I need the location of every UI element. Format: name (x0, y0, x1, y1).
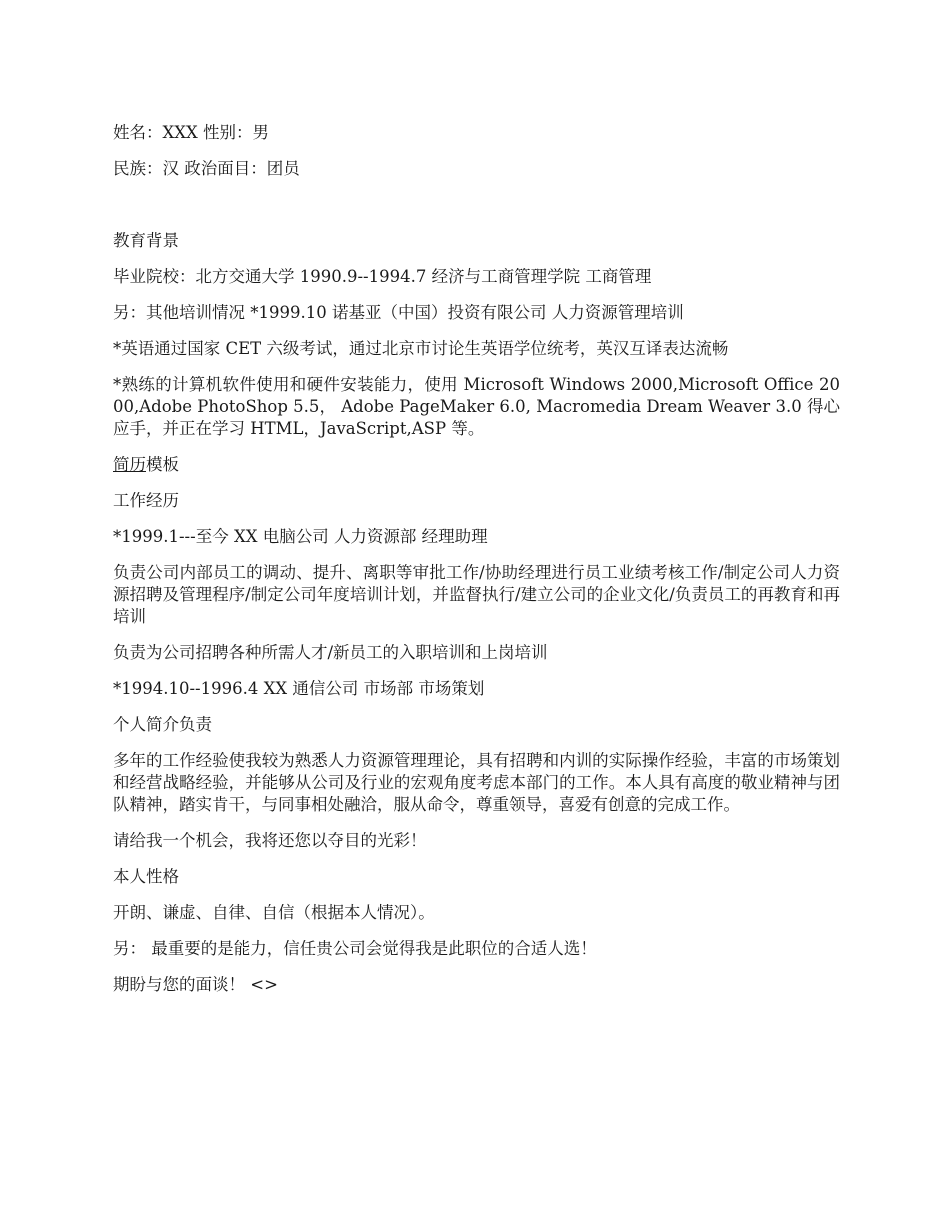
resume-document (113, 122, 840, 1010)
personality-heading: 本人性格 (113, 867, 179, 886)
resume-link[interactable]: 简历 (113, 455, 146, 474)
personal-info-line-2: 民族：汉 政治面目：团员 (113, 159, 300, 178)
intro-closing: 请给我一个机会，我将还您以夺目的光彩！ (113, 831, 427, 850)
education-training: 另：其他培训情况 *1999.10 诺基亚（中国）投资有限公司 人力资源管理培训 (113, 303, 684, 322)
education-heading: 教育背景 (113, 231, 179, 250)
education-computer-skills: *熟练的计算机软件使用和硬件安装能力，使用 Microsoft Windows 2000,Microsoft Office 2000,Adobe PhotoShop 5.5， Adobe PageMaker 6.0, Macromedia Dream Weaver 3.0 得心应手，并正在学习 HTML，JavaScript,ASP 等。 (113, 375, 840, 438)
job-2-title: *1994.10--1996.4 XX 通信公司 市场部 市场策划 (113, 679, 485, 698)
education-school: 毕业院校：北方交通大学 1990.9--1994.7 经济与工商管理学院 工商管理 (113, 267, 652, 286)
personality-note: 另： 最重要的是能力，信任贵公司会觉得我是此职位的合适人选！ (113, 939, 597, 958)
job-1-duty-2: 负责为公司招聘各种所需人才/新员工的入职培训和上岗培训 (113, 643, 548, 662)
education-english: *英语通过国家 CET 六级考试，通过北京市讨论生英语学位统考，英汉互译表达流畅 (113, 339, 729, 358)
work-heading: 工作经历 (113, 491, 179, 510)
intro-heading: 个人简介负责 (113, 715, 212, 734)
job-1-title: *1999.1---至今 XX 电脑公司 人力资源部 经理助理 (113, 527, 488, 546)
closing-line: 期盼与您的面谈！ <> (113, 975, 278, 994)
personality-traits: 开朗、谦虚、自律、自信（根据本人情况）。 (113, 903, 435, 922)
template-link-rest: 模板 (146, 455, 179, 474)
job-1-duty-1: 负责公司内部员工的调动、提升、离职等审批工作/协助经理进行员工业绩考核工作/制定公司人力资源招聘及管理程序/制定公司年度培训计划，并监督执行/建立公司的企业文化/负责员工的再教育和再培训 (113, 563, 840, 626)
intro-body: 多年的工作经验使我较为熟悉人力资源管理理论，具有招聘和内训的实际操作经验，丰富的市场策划和经营战略经验，并能够从公司及行业的宏观角度考虑本部门的工作。本人具有高度的敬业精神与团队精神，踏实肯干，与同事相处融洽，服从命令，尊重领导，喜爱有创意的完成工作。 (113, 751, 840, 814)
template-link-line (113, 454, 840, 476)
personal-info-line-1: 姓名：XXX 性别：男 (113, 123, 269, 142)
